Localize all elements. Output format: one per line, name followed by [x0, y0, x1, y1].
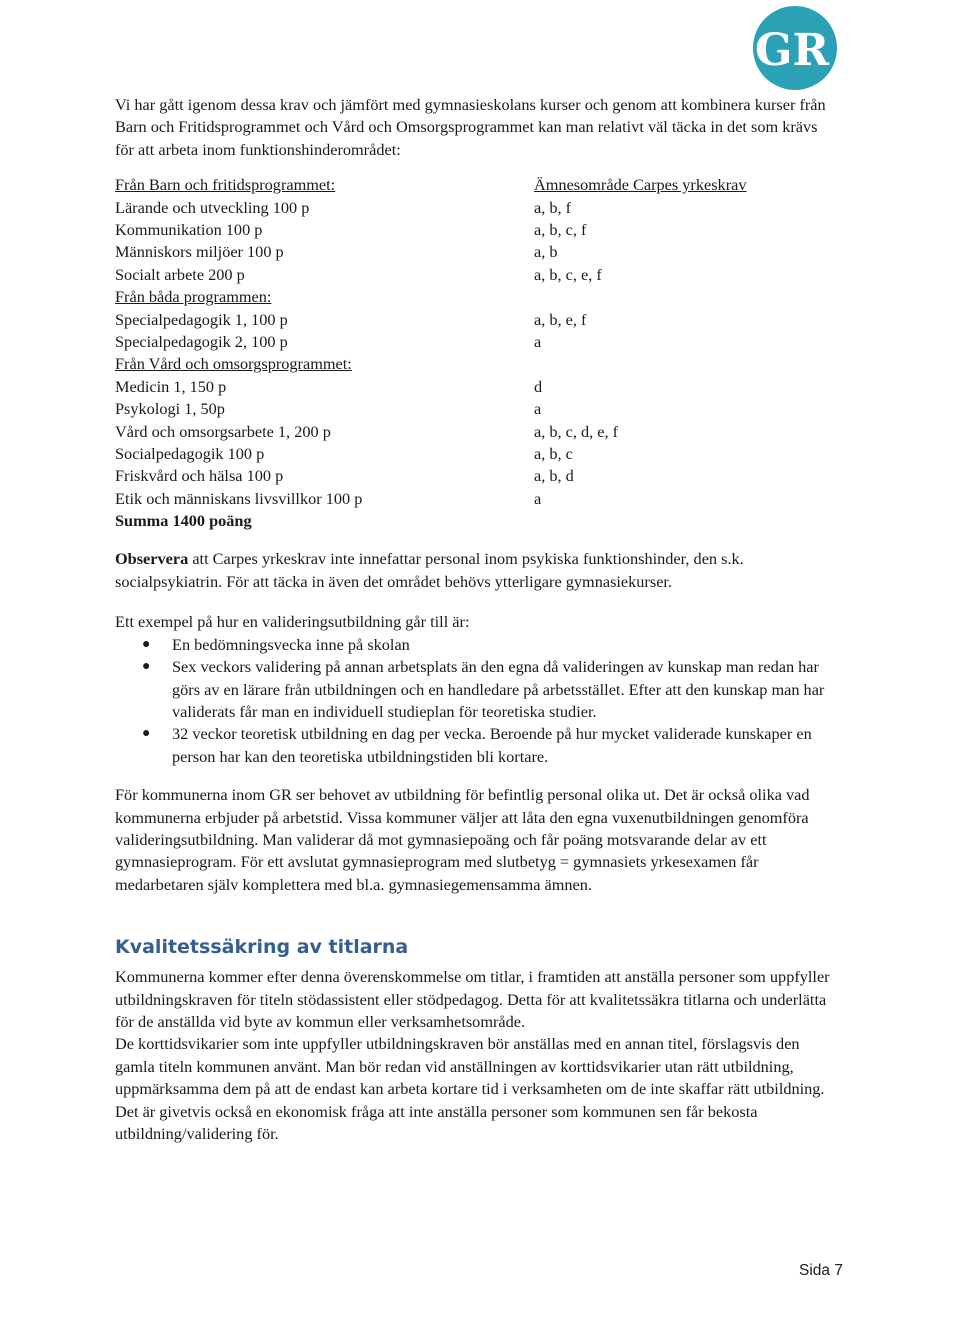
table-row — [115, 465, 835, 487]
list-item — [115, 723, 835, 768]
table-row — [115, 219, 835, 241]
course-name: Socialt arbete 200 p — [115, 264, 245, 284]
list-item-text: En bedömningsvecka inne på skolan — [172, 634, 410, 654]
course-name: Kommunikation 100 p — [115, 220, 263, 239]
list-item — [115, 634, 835, 656]
table-row — [115, 197, 835, 219]
validation-steps-list — [115, 634, 835, 768]
requirement-codes: a, b, e, f — [534, 309, 587, 329]
course-name: Människors miljöer 100 p — [115, 242, 284, 262]
table-row — [115, 488, 835, 510]
table-row — [115, 309, 835, 331]
course-name: Från Vård och omsorgsprogrammet: — [115, 354, 352, 374]
requirement-codes: d — [534, 376, 543, 396]
gr-logo — [750, 5, 842, 91]
requirement-codes: a, b — [534, 242, 558, 262]
observe-text: att Carpes yrkeskrav inte innefattar personal inom psykiska funktionshinder, den s.k. socialpsykiatrin. För att täcka in även det området behövs ytterligare gymnasiekurser. — [115, 549, 744, 591]
section-paragraph-1: Kommunerna kommer efter denna överenskommelse om titlar, i framtiden att anställa personer som uppfyller utbildningskraven för titeln stödassistent eller stödpedagog. Detta för att kvalitetssäkra titlarna och underlätta för de anställda vid byte av kommun eller verksamhetsområde. — [115, 967, 830, 1031]
table-row — [115, 241, 835, 263]
intro-paragraph: Vi har gått igenom dessa krav och jämfört med gymnasieskolans kurser och genom att kombinera kurser från Barn och Fritidsprogrammet och Vård och Omsorgsprogrammet kan man relativt väl täcka in det som krävs för att arbeta inom funktionshinderområdet: — [115, 95, 826, 159]
table-row — [115, 331, 835, 353]
course-name: Lärande och utveckling 100 p — [115, 197, 310, 217]
course-name: Specialpedagogik 2, 100 p — [115, 331, 288, 351]
table-row — [115, 443, 835, 465]
municipal-paragraph: För kommunerna inom GR ser behovet av utbildning för befintlig personal olika ut. Det är också olika vad kommunerna erbjuder på arbetstid. Vissa kommuner väljer att låta den egna vuxenutbildningen genomföra valideringsutbildning. Man validerar då mot gymnasiepoäng och får poäng motsvarande delar av ett gymnasieprogram. För ett avslutat gymnasieprogram med slutbetyg = gymnasiets yrkesexamen får medarbetaren själv komplettera med bl.a. gymnasiegemensamma ämnen. — [115, 785, 810, 894]
requirement-codes: a, b, c, e, f — [534, 264, 602, 284]
section-paragraph-2: De korttidsvikarier som inte uppfyller utbildningskraven bör anställas med en annan titel, förslagsvis den gamla titeln kommunen använt. Man bör redan vid anställningen av korttidsvikarier utan rätt utbildning, uppmärksamma dem på att de endast kan arbeta kortare tid i verksamheten om de inte skaffar rätt utbildning. Det är givetvis också en ekonomisk fråga att inte anställa personer som kommunen sen får bekosta utbildning/validering för. — [115, 1034, 825, 1143]
course-name: Psykologi 1, 50p — [115, 399, 225, 419]
table-row — [115, 264, 835, 286]
requirement-codes: Ämnesområde Carpes yrkeskrav — [534, 175, 747, 195]
table-row — [115, 421, 835, 443]
list-item-text: Sex veckors validering på annan arbetsplats än den egna då valideringen av kunskap man redan har görs av en lärare från utbildningen och en handledare på arbetsstället. Efter att den kunskap man har validerats får man en individuell studieplan för teoretiska studier. — [172, 657, 825, 721]
observe-label: Observera — [115, 549, 189, 569]
course-name: Friskvård och hälsa 100 p — [115, 466, 284, 486]
course-name: Medicin 1, 150 p — [115, 376, 227, 396]
requirement-codes: a, b, c — [534, 443, 573, 463]
requirement-codes: a, b, d — [534, 466, 574, 486]
requirement-codes: a, b, c, d, e, f — [534, 421, 619, 441]
observe-note — [115, 548, 835, 593]
course-requirements-table — [115, 174, 835, 532]
table-row — [115, 376, 835, 398]
list-item-text: 32 veckor teoretisk utbildning en dag per vecka. Beroende på hur mycket validerade kunskaper en person har kan den teoretiska utbildningstiden bli kortare. — [172, 724, 812, 766]
requirement-codes: a — [534, 488, 542, 508]
table-row — [115, 353, 835, 375]
table-row — [115, 286, 835, 308]
validation-example-intro: Ett exempel på hur en valideringsutbildning går till är: — [115, 612, 470, 632]
course-name: Specialpedagogik 1, 100 p — [115, 309, 288, 329]
page-number: Sida 7 — [799, 1262, 843, 1279]
requirement-codes: a, b, f — [534, 197, 572, 217]
requirement-codes: a — [534, 331, 542, 351]
course-name: Vård och omsorgsarbete 1, 200 p — [115, 421, 331, 441]
course-name: Socialpedagogik 100 p — [115, 443, 265, 463]
logo-letters: GR — [754, 25, 830, 76]
table-row — [115, 174, 835, 196]
course-name: Från Barn och fritidsprogrammet: — [115, 175, 336, 195]
bullet-icon: ● — [142, 726, 151, 742]
table-row — [115, 398, 835, 420]
list-item — [115, 656, 835, 723]
requirement-codes: a, b, c, f — [534, 220, 587, 239]
course-name: Etik och människans livsvillkor 100 p — [115, 488, 363, 508]
course-name: Summa 1400 poäng — [115, 511, 252, 531]
bullet-icon: ● — [142, 659, 151, 675]
page-body — [115, 94, 835, 1145]
requirement-codes: a — [534, 399, 542, 419]
table-row — [115, 510, 835, 532]
section-heading: Kvalitetssäkring av titlarna — [115, 936, 409, 959]
course-name: Från båda programmen: — [115, 287, 272, 307]
bullet-icon: ● — [142, 636, 151, 652]
